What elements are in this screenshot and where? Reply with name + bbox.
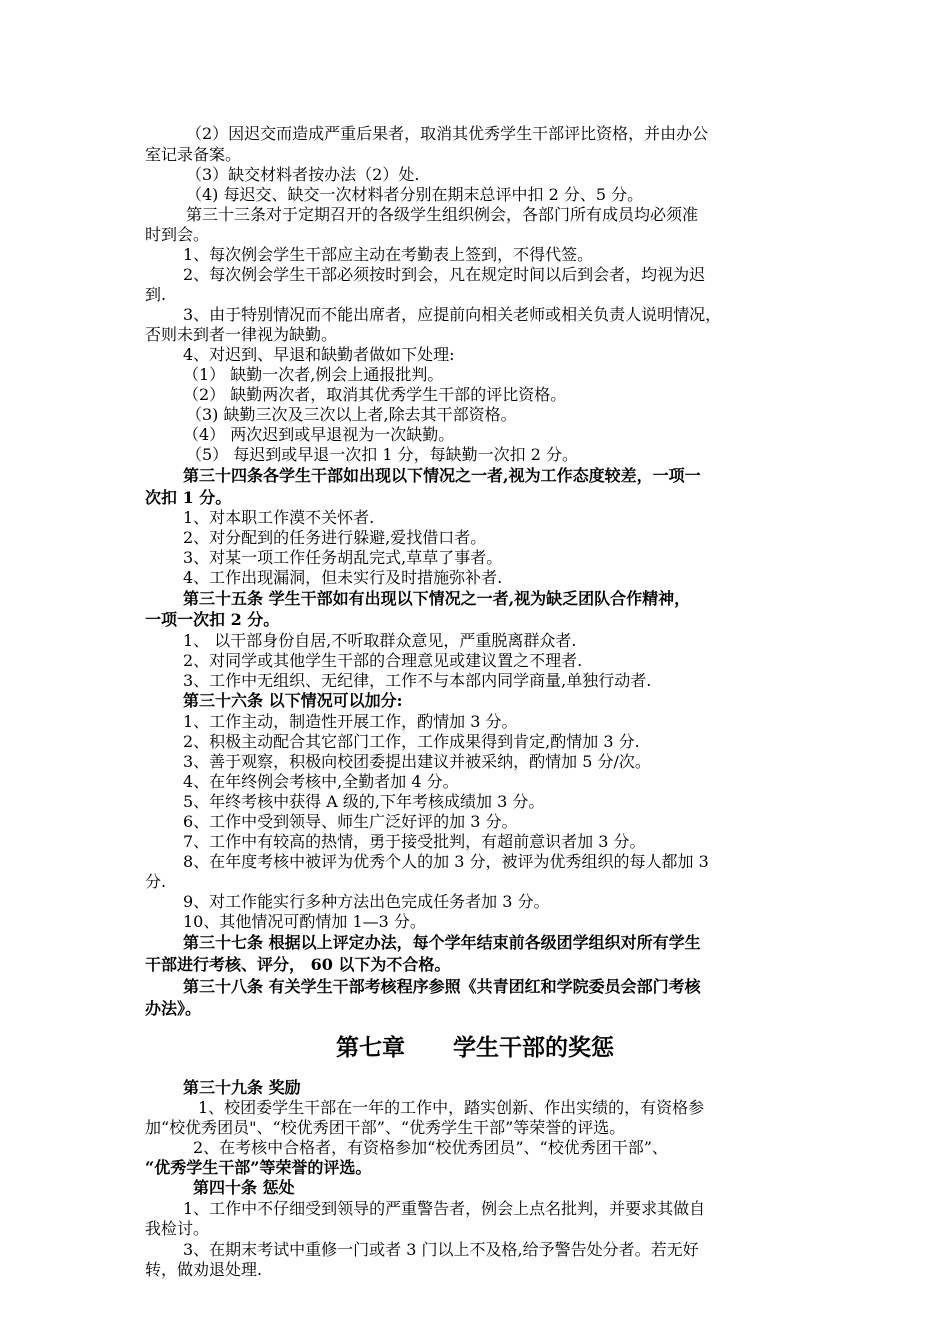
- text-line: 3、对某一项工作任务胡乱完式,草草了事者。: [183, 548, 503, 567]
- text-line: （5） 每迟到或早退一次扣 1 分，每缺勤一次扣 2 分。: [186, 445, 578, 464]
- text-line: （2）因迟交而造成严重后果者，取消其优秀学生干部评比资格，并由办公: [186, 124, 709, 143]
- text-line: 1、 以干部身份自居,不听取群众意见，严重脱离群众者.: [183, 631, 577, 650]
- text-line: 我检讨。: [145, 1219, 210, 1238]
- text-line: 1、每次例会学生干部应主动在考勤表上签到，不得代签。: [183, 245, 594, 264]
- text-line: 8、在年度考核中被评为优秀个人的加 3 分，被评为优秀组织的每人都加 3: [183, 852, 709, 871]
- chapter-title: 第七章 学生干部的奖惩: [335, 1034, 615, 1061]
- article-heading: 第三十六条 以下情况可以加分:: [183, 691, 403, 710]
- text-line: 4、在年终例会考核中,全勤者加 4 分。: [183, 772, 459, 791]
- text-line: 3、由于特别情况而不能出席者，应提前向相关老师或相关负责人说明情况，: [183, 305, 722, 324]
- article-heading: 第三十四条各学生干部如出现以下情况之一者,视为工作态度较差，一项一: [183, 466, 701, 485]
- text-line: 1、对本职工作漠不关怀者.: [183, 508, 375, 527]
- text-line: 1、工作中不仔细受到领导的严重警告者，例会上点名批判，并要求其做自: [183, 1199, 706, 1218]
- article-heading: 第三十三条对于定期召开的各级学生组织例会，各部门所有成员均必须准: [186, 205, 699, 224]
- text-line: 4、工作出现漏洞，但未实行及时措施弥补者.: [183, 568, 503, 587]
- text-line: 6、工作中受到领导、师生广泛好评的加 3 分。: [183, 812, 518, 831]
- text-line: （3）缺交材料者按办法（2）处.: [186, 165, 420, 184]
- text-line: 2、积极主动配合其它部门工作，工作成果得到肯定,酌情加 3 分.: [183, 732, 640, 751]
- text-line: 1、校团委学生干部在一年的工作中，踏实创新、作出实绩的，有资格参: [198, 1098, 705, 1117]
- article-heading: 第三十九条 奖励: [183, 1078, 301, 1097]
- text-line: 转，做劝退处理.: [145, 1260, 263, 1279]
- text-line: 5、年终考核中获得 A 级的,下年考核成绩加 3 分。: [183, 792, 545, 811]
- text-line: 3、在期末考试中重修一门或者 3 门以上不及格,给予警告处分者。若无好: [183, 1240, 699, 1259]
- text-line: 分.: [145, 872, 167, 891]
- text-line: 9、对工作能实行多种方法出色完成任务者加 3 分。: [183, 892, 550, 911]
- text-line: 到.: [145, 285, 167, 304]
- text-line: 4、对迟到、早退和缺勤者做如下处理:: [183, 345, 455, 364]
- text-line: （4） 两次迟到或早退视为一次缺勤。: [183, 425, 455, 444]
- article-heading: 第四十条 惩处: [193, 1178, 295, 1197]
- text-line: （4) 每迟交、缺交一次材料者分别在期末总评中扣 2 分、5 分。: [186, 185, 644, 204]
- text-line: 2、对分配到的任务进行躲避,爱找借口者。: [183, 528, 487, 547]
- article-heading: 第三十七条 根据以上评定办法，每个学年结束前各级团学组织对所有学生: [183, 933, 701, 952]
- text-line: 3、善于观察，积极向校团委提出建议并被采纳，酌情加 5 分/次。: [183, 752, 651, 771]
- text-line: （1） 缺勤一次者,例会上通报批判。: [183, 365, 444, 384]
- article-heading: 第三十八条 有关学生干部考核程序参照《共青团红和学院委员会部门考核: [183, 977, 701, 996]
- text-line: 否则未到者一律视为缺勤。: [145, 325, 338, 344]
- article-heading: 第三十五条 学生干部如有出现以下情况之一者,视为缺乏团队合作精神，: [183, 589, 691, 608]
- text-line: （2） 缺勤两次者，取消其优秀学生干部的评比资格。: [183, 385, 567, 404]
- text-line: 时到会。: [145, 225, 210, 244]
- text-line: 3、工作中无组织、无纪律，工作不与本部内同学商量,单独行动者.: [183, 671, 652, 690]
- text-line: 10、其他情况可酌情加 1—3 分。: [183, 912, 426, 931]
- text-line: 1、工作主动，制造性开展工作，酌情加 3 分。: [183, 712, 518, 731]
- text-line: 2、每次例会学生干部必须按时到会，凡在规定时间以后到会者，均视为迟: [183, 265, 706, 284]
- text-line: 2、对同学或其他学生干部的合理意见或建议置之不理者.: [183, 651, 583, 670]
- text-line: （3) 缺勤三次及三次以上者,除去其干部资格。: [186, 405, 517, 424]
- text-line: 7、工作中有较高的热情，勇于接受批判，有超前意识者加 3 分。: [183, 832, 646, 851]
- text-line: 加“校优秀团员"、“校优秀团干部”、“优秀学生干部”等荣誉的评选。: [145, 1118, 626, 1137]
- text-line: “优秀学生干部”等荣誉的评选。: [145, 1158, 372, 1177]
- article-heading: 一项一次扣 2 分。: [145, 610, 280, 629]
- text-line: 室记录备案。: [145, 145, 242, 164]
- text-line: 2、在考核中合格者，有资格参加“校优秀团员”、“校优秀团干部”、: [193, 1138, 668, 1157]
- article-heading: 办法》。: [145, 999, 202, 1018]
- article-heading: 次扣 1 分。: [145, 488, 232, 507]
- article-heading: 干部进行考核、评分， 60 以下为不合格。: [145, 955, 451, 974]
